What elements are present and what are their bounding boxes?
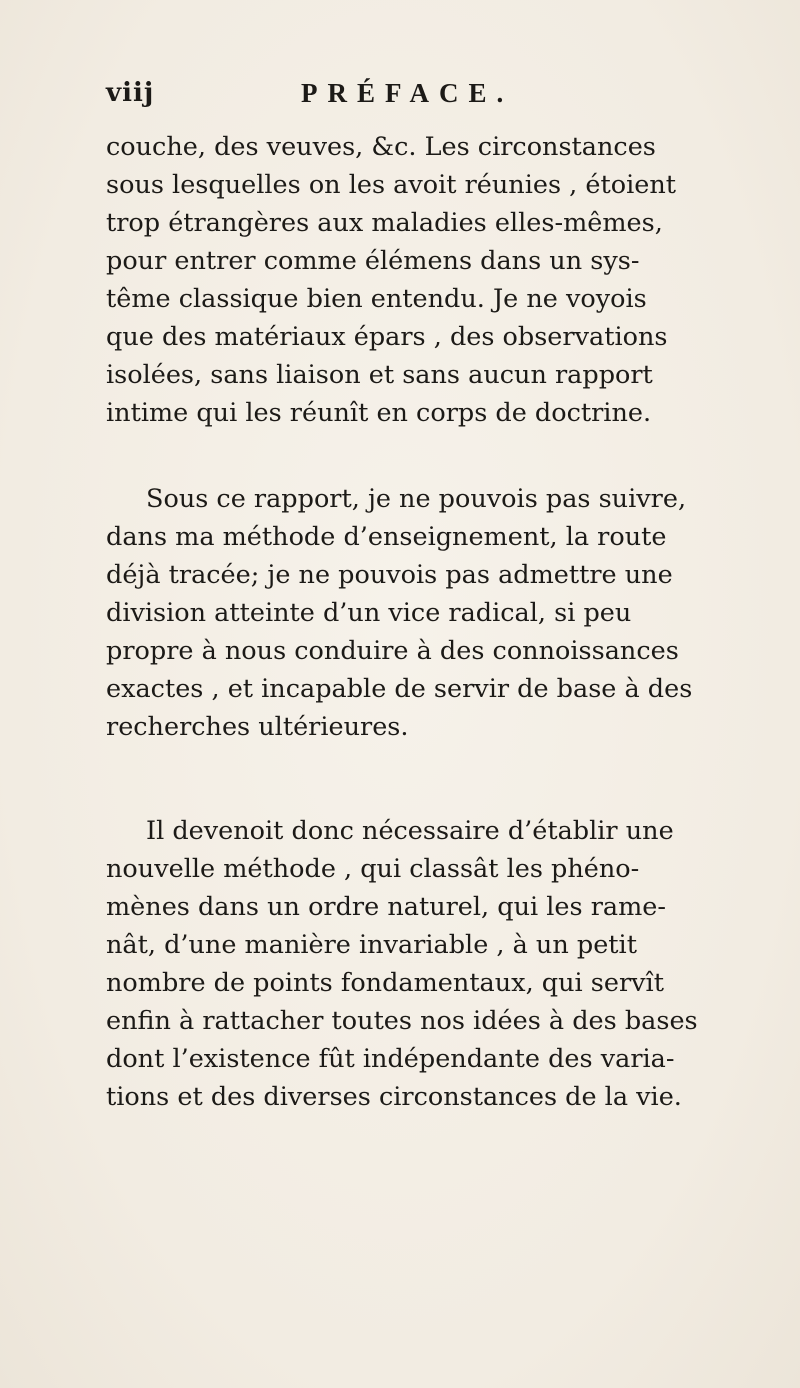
running-head [106, 78, 706, 118]
text-line: mènes dans un ordre naturel, qui les rame- [106, 892, 666, 922]
text-line: tions et des diverses circonstances de la vie. [106, 1082, 682, 1112]
text-line: dont l’existence fût indépendante des varia- [106, 1044, 675, 1074]
text-line: propre à nous conduire à des connoissances [106, 636, 679, 666]
text-line: division atteinte d’un vice radical, si peu [106, 598, 632, 628]
text-line: nouvelle méthode , qui classât les phéno- [106, 854, 640, 884]
page-number: viij [106, 78, 155, 108]
text-line: recherches ultérieures. [106, 712, 409, 742]
text-line: sous lesquelles on les avoit réunies , étoient [106, 170, 676, 200]
text-line: tême classique bien entendu. Je ne voyois [106, 284, 647, 314]
text-line: pour entrer comme élémens dans un sys- [106, 246, 640, 276]
text-line: dans ma méthode d’enseignement, la route [106, 522, 667, 552]
text-line: enfin à rattacher toutes nos idées à des bases [106, 1006, 698, 1036]
text-line: intime qui les réunît en corps de doctrine. [106, 398, 652, 428]
text-line: couche, des veuves, &c. Les circonstances [106, 132, 656, 162]
running-title: PRÉFACE. [301, 78, 514, 108]
text-line: que des matériaux épars , des observations [106, 322, 668, 352]
text-line: Sous ce rapport, je ne pouvois pas suivre, [146, 484, 687, 514]
text-line: nombre de points fondamentaux, qui servît [106, 968, 664, 998]
text-line: trop étrangères aux maladies elles-mêmes, [106, 208, 663, 238]
text-line: exactes , et incapable de servir de base à des [106, 674, 693, 704]
text-line: nât, d’une manière invariable , à un petit [106, 930, 637, 960]
text-line: Il devenoit donc nécessaire d’établir une [146, 816, 674, 846]
text-line: isolées, sans liaison et sans aucun rapport [106, 360, 653, 390]
text-line: déjà tracée; je ne pouvois pas admettre une [106, 560, 673, 590]
